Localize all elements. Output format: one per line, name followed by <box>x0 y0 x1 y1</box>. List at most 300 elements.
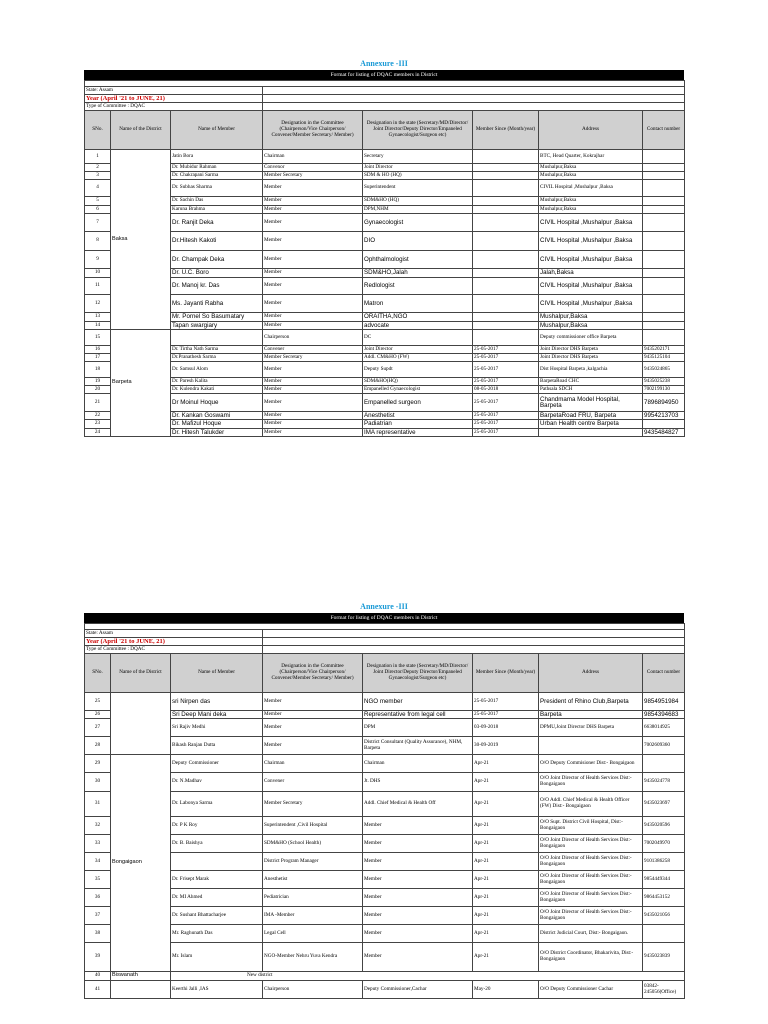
sno-cell: 26 <box>85 711 111 719</box>
state-designation: SDM & HO (HQ) <box>363 172 473 180</box>
committee-designation: Member Secretary <box>263 354 363 362</box>
committee-designation: IMA -Member <box>263 907 363 925</box>
district-cell <box>111 693 171 755</box>
state-designation: Member <box>363 871 473 889</box>
state-designation: Secretary <box>363 150 473 164</box>
contact-number: 7002199130 <box>643 386 685 394</box>
address-cell: President of Rhino Club,Barpeta <box>539 693 643 711</box>
member-name: Dr.Hitesh Kakoti <box>171 232 263 251</box>
committee-designation: Member Secretary <box>263 792 363 817</box>
table-row <box>85 871 685 889</box>
district-cell: Bongaigaon <box>111 755 171 972</box>
member-name: Dr. B. Baishya <box>171 835 263 853</box>
state-designation: Deputy Supdt <box>363 362 473 378</box>
table-row <box>85 737 685 755</box>
column-header: SNo. <box>85 654 111 693</box>
member-since <box>473 150 539 164</box>
member-name: Mr. Raghunath Das <box>171 925 263 943</box>
state-label: State: Assam <box>85 87 263 95</box>
committee-designation: Member <box>263 719 363 737</box>
sno-cell: 12 <box>85 295 111 313</box>
member-name: Dr. Mafizul Hoque <box>171 420 263 429</box>
column-header: Contact number <box>643 111 685 150</box>
state-designation: Addl. CM&HO (FW) <box>363 354 473 362</box>
table-row <box>85 354 685 362</box>
committee-designation: Member <box>263 429 363 437</box>
table-row <box>85 269 685 278</box>
address-cell: CIVIL Hospital ,Mushalpur ,Baksa <box>539 180 643 197</box>
member-since <box>473 330 539 346</box>
sno-cell: 3 <box>85 172 111 180</box>
committee-designation: Member <box>263 214 363 232</box>
member-since: Apr-21 <box>473 871 539 889</box>
address-cell: Mushalpur,Baksa <box>539 206 643 214</box>
state-designation: Gynaecologist <box>363 214 473 232</box>
member-since: 25-05-2017 <box>473 362 539 378</box>
state-designation: SDM&HO (HQ) <box>363 197 473 206</box>
address-cell: Mushalpur,Baksa <box>539 172 643 180</box>
member-since <box>473 172 539 180</box>
state-designation: Member <box>363 853 473 871</box>
sno-cell: 33 <box>85 835 111 853</box>
member-since <box>473 164 539 172</box>
committee-designation: Member <box>263 322 363 330</box>
member-name: Dr. Tirtha Nath Sarma <box>171 346 263 354</box>
year-label: Year (April '21 to JUNE, 21) <box>85 95 263 103</box>
committee-designation: Member Secretary <box>263 172 363 180</box>
member-name: Dr. Labonya Sarma <box>171 792 263 817</box>
member-name: Dr. P K Roy <box>171 817 263 835</box>
member-name: Keerthi Jalli ,IAS <box>171 981 263 999</box>
member-name: Dr. Kulendra Kakati <box>171 386 263 394</box>
table-row <box>85 693 685 711</box>
committee-designation: Convenor <box>263 164 363 172</box>
member-since: Apr-21 <box>473 925 539 943</box>
state-designation: Matron <box>363 295 473 313</box>
sno-cell: 8 <box>85 232 111 251</box>
address-cell <box>539 737 643 755</box>
committee-designation: Member <box>263 232 363 251</box>
contact-number: 9864453152 <box>643 889 685 907</box>
address-cell: O/O Joint Director of Health Services Dist:- Bongaigaon <box>539 773 643 792</box>
table-row <box>85 278 685 295</box>
member-name: Deputy Commissioner <box>171 755 263 773</box>
annexure-title: Annexure -III <box>360 59 408 68</box>
state-designation: Anesthetist <box>363 412 473 420</box>
sno-cell: 7 <box>85 214 111 232</box>
address-cell <box>539 429 643 437</box>
member-name: Dr Moinul Hoque <box>171 394 263 412</box>
address-cell: O/O Joint Director of Health Services Dist:- Bongaigaon <box>539 871 643 889</box>
member-since: Apr-21 <box>473 755 539 773</box>
table-row <box>85 773 685 792</box>
member-name: Dr. Sushant Bhattacharjee <box>171 907 263 925</box>
contact-number: 9435024778 <box>643 773 685 792</box>
column-header: Name of Member <box>171 111 263 150</box>
committee-designation: Member <box>263 278 363 295</box>
member-since: 25-05-2017 <box>473 346 539 354</box>
contact-number <box>643 925 685 943</box>
state-designation: ORAITHA,NGO <box>363 313 473 322</box>
contact-number: 7896894950 <box>643 394 685 412</box>
table-row <box>85 981 685 999</box>
district-cell: Baksa <box>111 150 171 330</box>
sno-cell: 21 <box>85 394 111 412</box>
address-cell: O/O Joint Director of Health Services Dist:- Bongaigaon <box>539 889 643 907</box>
member-since <box>473 251 539 269</box>
sno-cell: 29 <box>85 755 111 773</box>
member-since <box>473 322 539 330</box>
district-cell: Biswanath <box>111 972 171 981</box>
table-row <box>85 943 685 972</box>
column-header: Member Since (Month/year) <box>473 111 539 150</box>
sno-cell: 22 <box>85 412 111 420</box>
state-designation: Addl. Chief Medical & Health Off <box>363 792 473 817</box>
member-since: 03-09-2018 <box>473 719 539 737</box>
contact-number <box>643 269 685 278</box>
address-cell: O/O District Coordinator, Bhakarivita, Dist:- Bongaigaon <box>539 943 643 972</box>
sno-cell: 1 <box>85 150 111 164</box>
contact-number: 9435202171 <box>643 346 685 354</box>
member-since: 25-05-2017 <box>473 354 539 362</box>
contact-number: 9954213703 <box>643 412 685 420</box>
address-cell: CIVIL Hospital ,Mushalpur ,Baksa <box>539 232 643 251</box>
table-row <box>85 378 685 386</box>
state-designation: Ophthalmologist <box>363 251 473 269</box>
address-cell: Urban Health centre Barpeta <box>539 420 643 429</box>
member-since: 25-05-2017 <box>473 378 539 386</box>
committee-designation: NGO-Member Nehru Yuva Kendra <box>263 943 363 972</box>
table-row <box>85 330 685 346</box>
address-cell: CIVIL Hospital ,Mushalpur ,Baksa <box>539 251 643 269</box>
contact-number <box>643 313 685 322</box>
committee-type: Type of Committee : DQAC <box>85 103 263 111</box>
member-name: Mr. Pornel So Basumatary <box>171 313 263 322</box>
table-row <box>85 972 685 981</box>
committee-designation: Legal Cell <box>263 925 363 943</box>
committee-designation: Member <box>263 737 363 755</box>
table-row <box>85 755 685 773</box>
state-designation: DPM,NHM <box>363 206 473 214</box>
state-designation: Empanelled surgeon <box>363 394 473 412</box>
address-cell: O/O Supt. District Civil Hospital, Dist:- Bongaigaon <box>539 817 643 835</box>
district-cell <box>111 981 171 999</box>
contact-number <box>643 214 685 232</box>
member-name: Dr. MI Ahmed <box>171 889 263 907</box>
contact-number: 9854951984 <box>643 693 685 711</box>
committee-designation: Chairperson <box>263 330 363 346</box>
member-since <box>473 206 539 214</box>
contact-number <box>643 197 685 206</box>
member-since: 25-05-2017 <box>473 420 539 429</box>
table-row <box>85 295 685 313</box>
committee-designation: Member <box>263 420 363 429</box>
table-row <box>85 206 685 214</box>
committee-designation: Pediatrician <box>263 889 363 907</box>
committee-designation: Chairman <box>263 755 363 773</box>
contact-number: 9435025238 <box>643 378 685 386</box>
member-since: Apr-21 <box>473 792 539 817</box>
year-label: Year (April '21 to JUNE, 21) <box>85 638 263 646</box>
contact-number <box>643 295 685 313</box>
committee-designation: Member <box>263 711 363 719</box>
member-name: Tapan swargiary <box>171 322 263 330</box>
state-designation: Member <box>363 835 473 853</box>
member-since <box>473 197 539 206</box>
contact-number <box>643 164 685 172</box>
committee-designation: Member <box>263 386 363 394</box>
contact-number <box>643 755 685 773</box>
contact-number <box>643 150 685 164</box>
member-since <box>473 214 539 232</box>
committee-designation: Member <box>263 197 363 206</box>
table-header <box>85 654 685 693</box>
contact-number <box>643 251 685 269</box>
state-designation: Joint Director <box>363 164 473 172</box>
address-cell: Mushalpur,Baksa <box>539 197 643 206</box>
sno-cell: 31 <box>85 792 111 817</box>
table-row <box>85 150 685 164</box>
address-cell: O/O Deputy Commissioner Cachar <box>539 981 643 999</box>
member-since: 25-05-2017 <box>473 429 539 437</box>
contact-number: 9435023839 <box>643 943 685 972</box>
table-row <box>85 180 685 197</box>
member-name: Dr. Champak Deka <box>171 251 263 269</box>
sno-cell: 38 <box>85 925 111 943</box>
sno-cell: 40 <box>85 972 111 981</box>
member-since: Apr-21 <box>473 853 539 871</box>
member-name: Sri Rajiv Medhi <box>171 719 263 737</box>
table-row <box>85 322 685 330</box>
committee-type: Type of Committee : DQAC <box>85 646 263 654</box>
contact-number: 9435021056 <box>643 907 685 925</box>
table-row <box>85 172 685 180</box>
table-row <box>85 792 685 817</box>
state-designation: Jt. DHS <box>363 773 473 792</box>
sno-cell: 24 <box>85 429 111 437</box>
sno-cell: 20 <box>85 386 111 394</box>
table-row <box>85 817 685 835</box>
state-designation: advocate <box>363 322 473 330</box>
address-cell: Deputy commissioner office Barpeta <box>539 330 643 346</box>
annexure-title: Annexure -III <box>360 602 408 611</box>
address-cell: O/O Joint Director of Health Services Dist:- Bongaigaon <box>539 907 643 925</box>
member-since: 25-05-2017 <box>473 693 539 711</box>
member-name: Dr. U.C. Boro <box>171 269 263 278</box>
member-since: Apr-21 <box>473 773 539 792</box>
state-designation: District Consultant (Quality Assurance), NHM, Barpeta <box>363 737 473 755</box>
member-name: Dr. Paresh Kalita <box>171 378 263 386</box>
column-header: Member Since (Month/year) <box>473 654 539 693</box>
sno-cell: 10 <box>85 269 111 278</box>
format-title: Format for listing of DQAC members in District <box>84 613 684 623</box>
address-cell: Chandmama Model Hospital, Barpeta <box>539 394 643 412</box>
state-designation: Chairman <box>363 755 473 773</box>
member-name: Dr. Samsul Alom <box>171 362 263 378</box>
sno-cell: 41 <box>85 981 111 999</box>
contact-number <box>643 322 685 330</box>
column-header: Address <box>539 111 643 150</box>
address-cell: O/O Addl. Chief Medical & Health Officer (FW) Dist:- Bongaigaon <box>539 792 643 817</box>
contact-number <box>643 180 685 197</box>
state-designation: Member <box>363 889 473 907</box>
committee-designation: Convener <box>263 346 363 354</box>
member-since: 30-09-2019 <box>473 737 539 755</box>
column-header: Address <box>539 654 643 693</box>
address-cell: Joint Director DHS Barpeta <box>539 354 643 362</box>
state-designation: Redlologist <box>363 278 473 295</box>
contact-number: 03842-245056(Office) <box>643 981 685 999</box>
address-cell: Joint Director DHS Barpeta <box>539 346 643 354</box>
member-since <box>473 269 539 278</box>
member-name: Dr. Subhas Sharma <box>171 180 263 197</box>
sno-cell: 5 <box>85 197 111 206</box>
address-cell: CIVIL Hospital ,Mushalpur ,Baksa <box>539 278 643 295</box>
committee-designation: Member <box>263 269 363 278</box>
member-name <box>171 853 263 871</box>
member-since <box>473 295 539 313</box>
table-row <box>85 313 685 322</box>
table-row <box>85 251 685 269</box>
contact-number: 9854394683 <box>643 711 685 719</box>
sno-cell: 15 <box>85 330 111 346</box>
committee-designation: Member <box>263 313 363 322</box>
sno-cell: 13 <box>85 313 111 322</box>
sno-cell: 36 <box>85 889 111 907</box>
address-cell: O/O Joint Director of Health Services Dist:- Bongaigaon <box>539 835 643 853</box>
committee-designation: Chairperson <box>263 981 363 999</box>
column-header: Designation in the Committee (Chairperson/Vice Chairperson/ Convener/Member Secretary/ Member) <box>263 654 363 693</box>
state-designation: Member <box>363 907 473 925</box>
state-designation: DIO <box>363 232 473 251</box>
member-name: Dr. N.Madhav <box>171 773 263 792</box>
state-designation: IMA representative <box>363 429 473 437</box>
format-title: Format for listing of DQAC members in District <box>84 70 684 80</box>
sno-cell: 2 <box>85 164 111 172</box>
committee-designation: Member <box>263 251 363 269</box>
committee-designation: Member <box>263 295 363 313</box>
contact-number <box>643 330 685 346</box>
new-district-note: New district <box>171 972 685 981</box>
sno-cell: 28 <box>85 737 111 755</box>
state-designation: Padiatrian <box>363 420 473 429</box>
address-cell: O/O Joint Director of Health Services Dist:- Bongaigaon <box>539 853 643 871</box>
contact-number: 6638014925 <box>643 719 685 737</box>
member-name: Dr. Manoj kr. Das <box>171 278 263 295</box>
member-since <box>473 278 539 295</box>
member-name: Dr. Ranjit Deka <box>171 214 263 232</box>
sno-cell: 27 <box>85 719 111 737</box>
dqac-table <box>84 80 685 437</box>
address-cell: Jalah,Baksa <box>539 269 643 278</box>
table-row <box>85 420 685 429</box>
member-since: 25-05-2017 <box>473 711 539 719</box>
address-cell: District Judicial Court, Dist:- Bongaigaon. <box>539 925 643 943</box>
annexure-section-1 <box>84 58 684 437</box>
column-header: SNo. <box>85 111 111 150</box>
committee-designation: Superintendent ,Civil Hospital <box>263 817 363 835</box>
table-row <box>85 214 685 232</box>
state-designation: Empanelled Gynaecologist <box>363 386 473 394</box>
table-row <box>85 386 685 394</box>
committee-designation: SDM&HO (School Health) <box>263 835 363 853</box>
annexure-section-2 <box>84 601 684 999</box>
committee-designation: Member <box>263 378 363 386</box>
column-header: Designation in the Committee (Chairperson/Vice Chairperson/ Convener/Member Secretary/ Member) <box>263 111 363 150</box>
sno-cell: 19 <box>85 378 111 386</box>
member-since: 25-05-2017 <box>473 412 539 420</box>
contact-number: 9854449344 <box>643 871 685 889</box>
address-cell: Mushalpur,Baksa <box>539 164 643 172</box>
column-header: Contact number <box>643 654 685 693</box>
member-name: Ms. Jayanti Rabha <box>171 295 263 313</box>
address-cell: DPMU,Joint Director DHS Barpeta <box>539 719 643 737</box>
sno-cell: 6 <box>85 206 111 214</box>
contact-number <box>643 420 685 429</box>
table-row <box>85 412 685 420</box>
member-name: Sri Deep Mani deka <box>171 711 263 719</box>
contact-number: 9101386258 <box>643 853 685 871</box>
member-name: sri Nirpen das <box>171 693 263 711</box>
contact-number: 9435484827 <box>643 429 685 437</box>
committee-designation: Member <box>263 693 363 711</box>
member-since: 25-05-2017 <box>473 394 539 412</box>
table-row <box>85 711 685 719</box>
state-designation: Member <box>363 817 473 835</box>
address-cell: Mushalpur,Baksa <box>539 313 643 322</box>
table-row <box>85 394 685 412</box>
sno-cell: 14 <box>85 322 111 330</box>
state-designation: Member <box>363 943 473 972</box>
column-header: Name of Member <box>171 654 263 693</box>
member-since: Apr-21 <box>473 889 539 907</box>
member-since: Apr-21 <box>473 907 539 925</box>
member-name: Dr. Sachin Das <box>171 197 263 206</box>
contact-number: 9435020596 <box>643 817 685 835</box>
member-name: Dr. Hitesh Talukder <box>171 429 263 437</box>
contact-number <box>643 172 685 180</box>
address-cell: O/O Deputy Commisioner Dist:- Bongaigaon <box>539 755 643 773</box>
sno-cell: 18 <box>85 362 111 378</box>
committee-designation: Member <box>263 412 363 420</box>
committee-designation: Member <box>263 180 363 197</box>
table-row <box>85 907 685 925</box>
contact-number: 9435023697 <box>643 792 685 817</box>
state-designation: DC <box>363 330 473 346</box>
column-header: Designation in the state (Secretary/MD/Director/ Joint Director/Deputy Director/Empaneled Gynaecologist/Surgeon etc) <box>363 111 473 150</box>
sno-cell: 11 <box>85 278 111 295</box>
sno-cell: 32 <box>85 817 111 835</box>
table-row <box>85 925 685 943</box>
member-name: Dr.Pranathesh Sarma <box>171 354 263 362</box>
address-cell: Barpeta <box>539 711 643 719</box>
sno-cell: 16 <box>85 346 111 354</box>
member-since: Apr-21 <box>473 943 539 972</box>
column-header: Name of the District <box>111 111 171 150</box>
state-designation: SDM&HO(HQ) <box>363 378 473 386</box>
committee-designation: Member <box>263 362 363 378</box>
state-designation: Representative from legal cell <box>363 711 473 719</box>
district-cell: Barpeta <box>111 330 171 437</box>
member-name <box>171 330 263 346</box>
member-name: Dr. Mubidur Rahman <box>171 164 263 172</box>
dqac-table <box>84 623 685 999</box>
member-since <box>473 313 539 322</box>
member-name: Dr. Frisept Marak <box>171 871 263 889</box>
member-since: 08-05-2018 <box>473 386 539 394</box>
table-row <box>85 164 685 172</box>
member-since: Apr-21 <box>473 835 539 853</box>
